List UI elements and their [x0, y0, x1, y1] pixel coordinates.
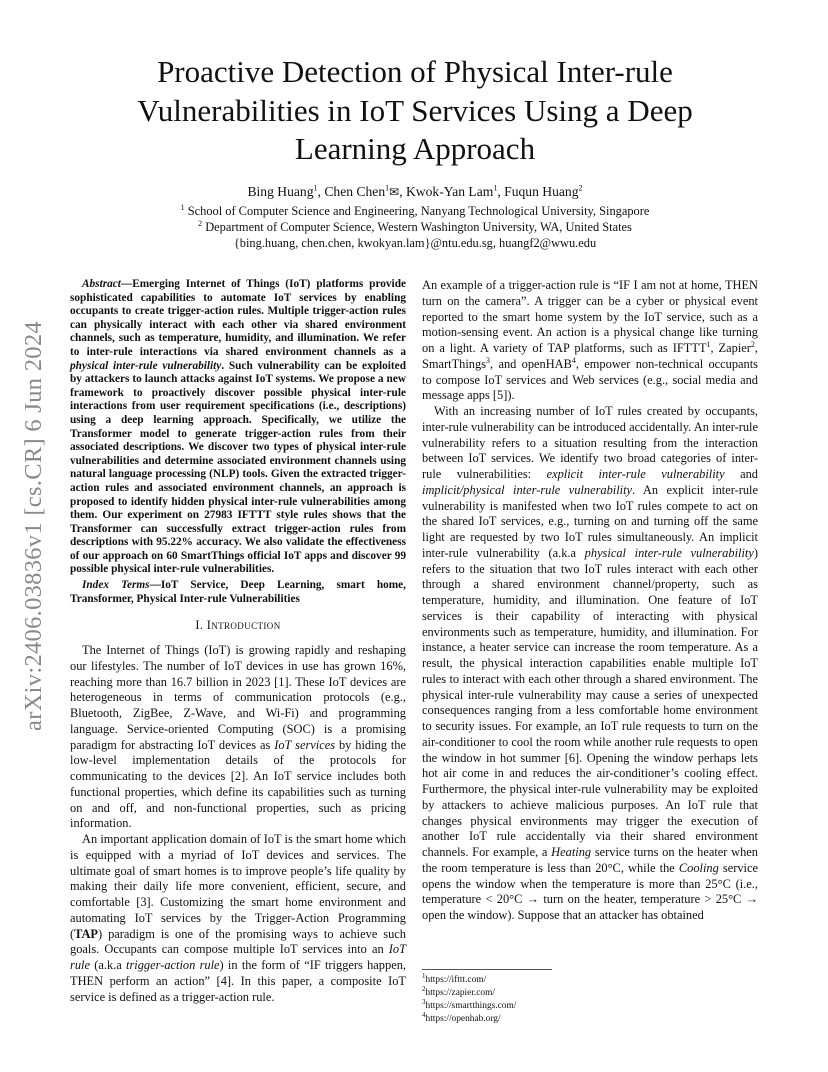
- affil-mark: 1: [180, 202, 185, 212]
- emphasis: IoT services: [274, 737, 336, 752]
- emphasis: explicit inter-rule vulnerability: [546, 467, 725, 481]
- footnote-mark: 4: [422, 1010, 426, 1019]
- index-terms: [70, 579, 406, 606]
- affil-text: School of Computer Science and Engineering, Nanyang Technological University, Singapore: [187, 204, 650, 218]
- author-name: Fuqun Huang: [504, 184, 579, 199]
- text-run: and: [724, 467, 758, 481]
- footnote-mark: 1: [422, 971, 426, 980]
- text-run: An example of a trigger-action rule is “IF I am not at home, THEN turn on the camera”. A trigger can be a cyber or physical event reported to the smart home system by the IoT service, such as a motion-sensing event. An action is a physical change like turning on a light. A variety of TAP platforms, such as IFTTT: [422, 278, 758, 355]
- text-run: ) paradigm is one of the promising ways to achieve such goals. Occupants can compose multiple IoT services into an: [70, 926, 406, 957]
- text-run: , and openHAB: [490, 356, 572, 371]
- affil-text: Department of Computer Science, Western Washington University, WA, United States: [205, 220, 632, 234]
- abstract-text: . Such vulnerability can be exploited by attackers to launch attacks against IoT systems. We propose a new framework to proactively discover possible physical inter-rule interactions from user requirement specifications (i.e., descriptions) using a deep learning approach. Specifically, we utilize the Transformer model to generate trigger-action rules from their associated descriptions. We discover two types of physical inter-rule vulnerabilities and determine associated environment channels using natural language processing (NLP) tools. Given the extracted trigger-action rules and associated environment channels, an approach is proposed to identify hidden physical inter-rule vulnerabilities among them. Our experiment on 27983 IFTTT style rules shows that the Transformer can successfully extract trigger-action rules from descriptions with 95.22% accuracy. We also validate the effectiveness of our approach on 60 SmartThings official IoT apps and discover 99 possible physical inter-rule vulnerabilities.: [70, 359, 406, 576]
- abstract-term: physical inter-rule vulnerability: [70, 359, 222, 372]
- emphasis: trigger-action rule: [126, 958, 220, 972]
- text-run: An important application domain of IoT is the smart home which is equipped with a myriad of IoT devices and services. The ultimate goal of smart homes is to improve people’s life quality by making their daily life more convenient, efficient, secure, and comfortable [3]. Customizing the smart home environment and automating IoT services by the Trigger-Action Programming (: [70, 832, 406, 941]
- text-run: service turns on the heater when the room temperature is less than 20°C, while the: [422, 845, 758, 875]
- index-terms-lead: Index Terms: [82, 579, 150, 592]
- text-run: , SmartThings: [422, 341, 758, 371]
- author-name: Kwok-Yan Lam: [405, 184, 494, 199]
- affil-mark: 2: [198, 218, 203, 228]
- footnote-mark: 3: [422, 997, 426, 1006]
- author-name: Bing Huang: [247, 184, 314, 199]
- body-paragraph-1: [422, 278, 758, 404]
- paper-title: Proactive Detection of Physical Inter-rule Vulnerabilities in IoT Services Using a Deep Learning Approach: [137, 54, 693, 166]
- footnote-4: [422, 1010, 552, 1026]
- text-run: by hiding the low-level implementation details of the protocols for communicating to the devices [2]. An IoT service includes both functional properties, which define its capabilities such as turning on and off, and non-functional properties, such as pricing information.: [70, 737, 406, 831]
- author-affil-mark: 2: [578, 183, 583, 193]
- abstract-lead: Abstract: [82, 278, 121, 290]
- author-list: Bing Huang$^1$, Chen Chen$^1$✉, Kwok-Yan Lam$^1$, Fuqun Huang$^2$: [247, 183, 583, 199]
- footnote-1: [422, 971, 552, 987]
- footnote-3: [422, 997, 552, 1013]
- right-column: [422, 278, 758, 924]
- footnote-link: https://zapier.com/: [425, 988, 496, 998]
- abstract: [70, 278, 406, 577]
- footnote-ref: 2: [750, 339, 755, 349]
- index-terms-text: —IoT Service, Deep Learning, smart home, Transformer, Physical Inter-rule Vulnerabilities: [70, 579, 406, 605]
- footnote-ref: 4: [571, 355, 576, 365]
- text-run: , empower non-technical occupants to compose IoT services and Web services (e.g., social media and message apps [5]).: [422, 356, 758, 403]
- footnote-ref: 3: [486, 355, 491, 365]
- body-paragraph-2: [422, 404, 758, 924]
- emphasis: Cooling: [678, 860, 719, 875]
- text-run: service opens the window when the temperature is more than 25°C (i.e., temperature < 20°C → turn on the heater, temperature > 25°C → open the window). Suppose that an attacker has obtained: [422, 860, 758, 922]
- left-column: [70, 278, 406, 1005]
- arxiv-sidebar: [16, 296, 52, 756]
- section-heading-introduction: [70, 618, 406, 634]
- text-run: (a.k.a: [89, 958, 127, 972]
- author-affil-mark: 1: [313, 183, 318, 193]
- text-run: ) refers to the situation that two IoT rules interact with each other through a shared environment channel/property, such as temperature, humidity, and illumination. One feature of IoT services is their capability of interacting with physical environments such as temperature, humidity, and illumination. For instance, a heater service can increase the room temperature. As a result, the physical interaction capabilities enable multiple IoT rules to interact with each other through a shared environment. The physical inter-rule vulnerability may cause a series of unexpected consequences ranging from a less comfortable home environment to security issues. For example, an IoT rule requests to turn on the air-conditioner to cool the room while another rule requests to open the window in hot summer [6]. Opening the window perhaps lets hot air come in and reduces the air-conditioner’s cooling effect. Furthermore, the physical inter-rule vulnerability may be exploited by attackers to achieve malicious purposes. An IoT rule that changes physical environments may trigger the execution of another IoT rule accidentally via their shared environment channels. For example, a: [422, 545, 758, 859]
- text-run: With an increasing number of IoT rules created by occupants, inter-rule vulnerability can be introduced accidentally. An inter-rule vulnerability refers to a situation resulting from the interaction between IoT services. We identify two broad categories of inter-rule vulnerabilities:: [422, 404, 758, 481]
- emphasis: Heating: [551, 845, 592, 859]
- footnotes: [422, 969, 552, 1026]
- arxiv-identifier: arXiv:2406.03836v1 [cs.CR] 6 Jun 2024: [20, 321, 47, 731]
- text-run: . An explicit inter-rule vulnerability is manifested when two IoT rules compete to act on the shared IoT services, e.g., turning on and turning off the same light are requested by two IoT rules simultaneously. An implicit inter-rule vulnerability (a.k.a: [422, 482, 758, 560]
- author-name: Chen Chen: [324, 184, 386, 199]
- footnote-link: https://smartthings.com/: [425, 1001, 517, 1011]
- emphasis: TAP: [74, 926, 99, 941]
- author-affil-mark: 1: [385, 183, 390, 193]
- text-run: , Zapier: [710, 341, 751, 355]
- emphasis: implicit/physical inter-rule vulnerability: [422, 482, 633, 497]
- abstract-text: —Emerging Internet of Things (IoT) platforms provide sophisticated capabilities to automate IoT services by enabling occupants to create trigger-action rules. Multiple trigger-action rules can physically interact with each other via shared environment channels, such as temperature, humidity, and illumination. We refer to inter-rule interactions via shared environment channels as a: [70, 278, 406, 358]
- section-numeral: I.: [195, 618, 207, 633]
- footnote-link: https://openhab.org/: [425, 1014, 501, 1024]
- text-run: ) in the form of “IF triggers happen, THEN perform an action” [4]. In this paper, a composite IoT service is defined as a trigger-action rule.: [70, 958, 406, 1004]
- emphasis: IoT rule: [70, 942, 406, 972]
- intro-paragraph-1: [70, 643, 406, 832]
- footnote-link: https://ifttt.com/: [425, 975, 487, 985]
- affiliation-1: [100, 204, 730, 219]
- intro-paragraph-2: [70, 832, 406, 1005]
- author-affil-mark: 1: [493, 183, 498, 193]
- footnote-ref: 1: [706, 339, 711, 349]
- corresponding-author-icon: ✉: [389, 185, 400, 199]
- footnote-mark: 2: [422, 984, 426, 993]
- emphasis: physical inter-rule vulnerability: [584, 545, 754, 560]
- footnote-2: [422, 984, 552, 1000]
- author-emails: {bing.huang, chen.chen, kwokyan.lam}@ntu.edu.sg, huangf2@wwu.edu: [233, 236, 597, 250]
- affiliation-2: [100, 220, 730, 235]
- section-title: Introduction: [206, 618, 281, 633]
- text-run: The Internet of Things (IoT) is growing rapidly and reshaping our lifestyles. The number of IoT devices in use has grown 16%, reaching more than 16.7 billion in 2023 [1]. These IoT devices are heterogeneous in terms of communication protocols (e.g., Bluetooth, ZigBee, Z-Wave, and Wi-Fi) and programming language. Service-oriented Computing (SOC) is a promising paradigm for abstracting IoT devices as: [70, 643, 406, 752]
